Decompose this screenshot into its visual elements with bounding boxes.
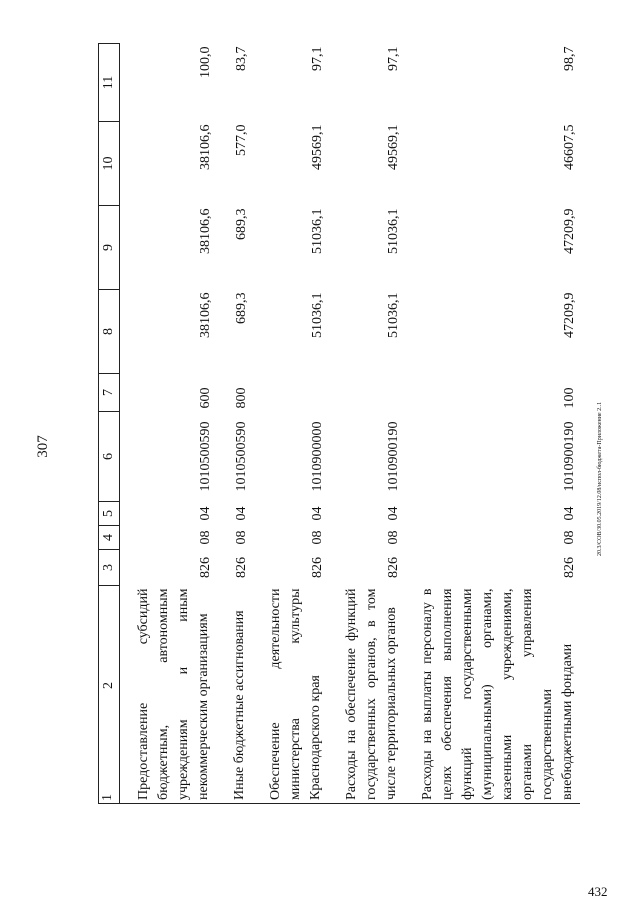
row-v9: 51036,1 (386, 208, 401, 254)
row-prz: 04 (562, 506, 577, 521)
footer-file-path: 20.3/COB/30.05.2019/12.08/испол-бюджета-Приложение 2..1 (597, 401, 603, 556)
row-code: 826 (234, 557, 249, 578)
row-v10: 49569,1 (386, 124, 401, 170)
row-rz: 08 (234, 530, 249, 545)
row-v11: 83,7 (234, 46, 249, 71)
row-rz: 08 (198, 530, 213, 545)
row-rz: 08 (386, 530, 401, 545)
row-vr: 800 (234, 387, 249, 409)
row-prz: 04 (234, 506, 249, 521)
page-number-bottom: 432 (588, 884, 608, 899)
header-cell-5: 5 (99, 502, 120, 526)
budget-table (98, 43, 580, 804)
row-rz: 08 (562, 530, 577, 545)
row-v11: 100,0 (198, 46, 213, 78)
row-v9: 51036,1 (310, 208, 325, 254)
header-cell-4: 4 (99, 526, 120, 550)
page-number-top: 307 (34, 435, 51, 458)
row-v11: 98,7 (562, 46, 577, 71)
table-row (120, 44, 217, 804)
row-v8: 689,3 (234, 292, 249, 324)
table-row (404, 44, 580, 804)
row-cs: 1010900190 (562, 421, 577, 492)
header-cell-8: 8 (99, 290, 120, 374)
header-cell-1 (99, 586, 120, 804)
row-name: Расходы на обеспечение функций государственных органов, в том числе территориальных органов (328, 586, 404, 804)
row-v10: 46607,5 (562, 124, 577, 170)
table-row (328, 44, 404, 804)
table-row (252, 44, 328, 804)
row-name: Расходы на выплаты персоналу в целях обеспечения выполнения функций государственными (муниципальными) органами, казенными учреждениями, органами управления государственными внебюджетными фондами (404, 586, 580, 804)
row-name: Обеспечение деятельности министерства культуры Краснодарского края (252, 586, 328, 804)
row-vr (252, 374, 328, 412)
row-v8: 51036,1 (386, 292, 401, 338)
row-v8: 47209,9 (562, 292, 577, 338)
row-code: 826 (198, 557, 213, 578)
table-row (216, 44, 252, 804)
row-v8: 51036,1 (310, 292, 325, 338)
header-cell-6: 6 (99, 412, 120, 502)
row-name: Иные бюджетные ассигнования (216, 586, 252, 804)
header-cell-3: 3 (99, 550, 120, 586)
row-prz: 04 (386, 506, 401, 521)
header-index-1: 1 (100, 794, 115, 801)
row-code: 826 (386, 557, 401, 578)
header-cell-10: 10 (99, 122, 120, 206)
row-v10: 49569,1 (310, 124, 325, 170)
row-code: 826 (562, 557, 577, 578)
row-code: 826 (310, 557, 325, 578)
table-header-row (99, 44, 120, 804)
row-prz: 04 (198, 506, 213, 521)
row-v11: 97,1 (386, 46, 401, 71)
row-cs: 1010500590 (198, 421, 213, 492)
row-vr (328, 374, 404, 412)
header-cell-7: 7 (99, 374, 120, 412)
row-v10: 38106,6 (198, 124, 213, 170)
row-cs: 1010500590 (234, 421, 249, 492)
budget-table-rotated (98, 44, 618, 804)
row-prz: 04 (310, 506, 325, 521)
row-v10: 577,0 (234, 124, 249, 156)
row-v9: 689,3 (234, 208, 249, 240)
header-index-2: 2 (101, 682, 116, 689)
row-rz: 08 (310, 530, 325, 545)
row-v8: 38106,6 (198, 292, 213, 338)
row-name: Предоставление субсидий бюджетным, автономным учреждениям и иным некоммерческим организациям (120, 586, 217, 804)
header-cell-11: 11 (99, 44, 120, 122)
row-v9: 38106,6 (198, 208, 213, 254)
row-vr: 100 (562, 387, 577, 409)
row-v11: 97,1 (310, 46, 325, 71)
header-cell-9: 9 (99, 206, 120, 290)
row-cs: 1010900000 (310, 421, 325, 492)
row-cs: 1010900190 (386, 421, 401, 492)
row-v9: 47209,9 (562, 208, 577, 254)
row-vr: 600 (198, 387, 213, 409)
